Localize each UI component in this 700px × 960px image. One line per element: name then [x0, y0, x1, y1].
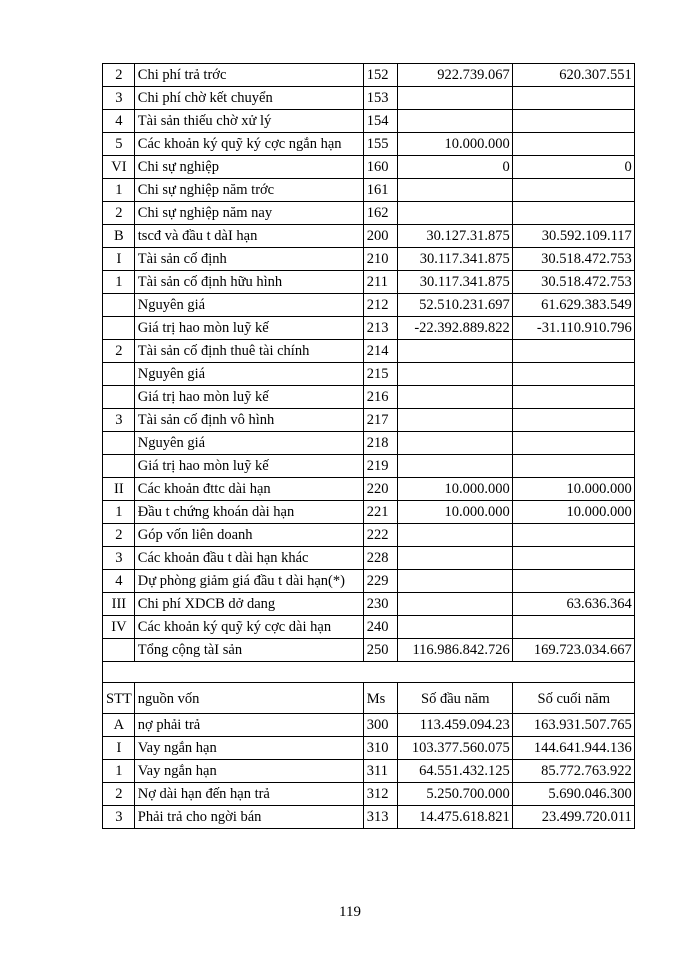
- cell-stt: [103, 317, 135, 340]
- cell-ms-code: 160: [363, 156, 397, 179]
- cell-beginning-balance: [397, 455, 512, 478]
- cell-item-name: Giá trị hao mòn luỹ kế: [134, 317, 363, 340]
- cell-ms-code: 161: [363, 179, 397, 202]
- cell-ending-balance: [512, 340, 634, 363]
- table-row: [103, 340, 635, 363]
- cell-stt: 2: [103, 783, 135, 806]
- cell-stt: 2: [103, 64, 135, 87]
- cell-item-name: Tài sản cố định thuê tài chính: [134, 340, 363, 363]
- cell-stt: 2: [103, 524, 135, 547]
- cell-item-name: Vay ngắn hạn: [134, 760, 363, 783]
- cell-beginning-balance: 14.475.618.821: [397, 806, 512, 829]
- cell-stt: [103, 294, 135, 317]
- cell-beginning-balance: 30.117.341.875: [397, 248, 512, 271]
- cell-item-name: nợ phải trả: [134, 714, 363, 737]
- cell-ms-code: 229: [363, 570, 397, 593]
- cell-beginning-balance: 30.127.31.875: [397, 225, 512, 248]
- cell-stt: 5: [103, 133, 135, 156]
- cell-beginning-balance: [397, 340, 512, 363]
- cell-ending-balance: [512, 616, 634, 639]
- table-row: [103, 248, 635, 271]
- cell-ending-balance: [512, 87, 634, 110]
- cell-item-name: nguồn vốn: [134, 683, 363, 714]
- cell-ms-code: 217: [363, 409, 397, 432]
- cell-ms-code: 216: [363, 386, 397, 409]
- cell-item-name: Chi phí XDCB dở dang: [134, 593, 363, 616]
- table-row: [103, 455, 635, 478]
- cell-item-name: Các khoản ký quỹ ký cợc dài hạn: [134, 616, 363, 639]
- cell-beginning-balance: [397, 593, 512, 616]
- cell-beginning-balance: 103.377.560.075: [397, 737, 512, 760]
- cell-ms-code: 220: [363, 478, 397, 501]
- cell-ms-code: 228: [363, 547, 397, 570]
- cell-item-name: Góp vốn liên doanh: [134, 524, 363, 547]
- cell-ms-code: 311: [363, 760, 397, 783]
- cell-stt: 1: [103, 179, 135, 202]
- cell-ms-code: 200: [363, 225, 397, 248]
- cell-ms-code: 313: [363, 806, 397, 829]
- cell-ms-code: 213: [363, 317, 397, 340]
- table-row: [103, 386, 635, 409]
- cell-beginning-balance: 113.459.094.23: [397, 714, 512, 737]
- cell-item-name: Chi sự nghiệp năm trớc: [134, 179, 363, 202]
- cell-ending-balance: [512, 524, 634, 547]
- table-row: [103, 64, 635, 87]
- cell-ms-code: 211: [363, 271, 397, 294]
- balance-sheet-body: [103, 64, 635, 829]
- cell-ending-balance: 169.723.034.667: [512, 639, 634, 662]
- cell-item-name: Phải trả cho ngời bán: [134, 806, 363, 829]
- cell-beginning-balance: 0: [397, 156, 512, 179]
- table-row: [103, 524, 635, 547]
- cell-beginning-balance: 30.117.341.875: [397, 271, 512, 294]
- cell-ms-code: 300: [363, 714, 397, 737]
- cell-item-name: Tài sản thiếu chờ xử lý: [134, 110, 363, 133]
- cell-ending-balance: [512, 110, 634, 133]
- cell-stt: [103, 363, 135, 386]
- table-row: [103, 760, 635, 783]
- table-row: [103, 179, 635, 202]
- cell-ms-code: Ms: [363, 683, 397, 714]
- cell-ending-balance: 620.307.551: [512, 64, 634, 87]
- cell-stt: 3: [103, 87, 135, 110]
- table-row: [103, 616, 635, 639]
- cell-ending-balance: 61.629.383.549: [512, 294, 634, 317]
- table-row: [103, 593, 635, 616]
- table-row: [103, 570, 635, 593]
- cell-beginning-balance: [397, 524, 512, 547]
- cell-beginning-balance: 10.000.000: [397, 501, 512, 524]
- cell-stt: I: [103, 248, 135, 271]
- cell-stt: 3: [103, 806, 135, 829]
- cell-item-name: Tài sản cố định hữu hình: [134, 271, 363, 294]
- cell-ms-code: 154: [363, 110, 397, 133]
- cell-ending-balance: 5.690.046.300: [512, 783, 634, 806]
- cell-item-name: tscđ và đầu t dàI hạn: [134, 225, 363, 248]
- cell-ending-balance: [512, 202, 634, 225]
- cell-beginning-balance: 52.510.231.697: [397, 294, 512, 317]
- cell-stt: [103, 432, 135, 455]
- cell-stt: VI: [103, 156, 135, 179]
- table-row: [103, 737, 635, 760]
- cell-ms-code: 219: [363, 455, 397, 478]
- cell-item-name: Chi sự nghiệp: [134, 156, 363, 179]
- cell-item-name: Vay ngắn hạn: [134, 737, 363, 760]
- cell-ending-balance: 30.518.472.753: [512, 271, 634, 294]
- table-row: [103, 501, 635, 524]
- cell-ms-code: 215: [363, 363, 397, 386]
- cell-ending-balance: [512, 386, 634, 409]
- cell-stt: 1: [103, 271, 135, 294]
- table-row: [103, 806, 635, 829]
- cell-item-name: Giá trị hao mòn luỹ kế: [134, 386, 363, 409]
- cell-beginning-balance: -22.392.889.822: [397, 317, 512, 340]
- cell-beginning-balance: 922.739.067: [397, 64, 512, 87]
- cell-item-name: Chi phí trả trớc: [134, 64, 363, 87]
- cell-stt: 4: [103, 570, 135, 593]
- table-row: [103, 294, 635, 317]
- cell-stt: 2: [103, 340, 135, 363]
- cell-beginning-balance: [397, 179, 512, 202]
- cell-beginning-balance: [397, 432, 512, 455]
- cell-ending-balance: [512, 432, 634, 455]
- cell-item-name: Tài sản cố định: [134, 248, 363, 271]
- table-header-row: [103, 683, 635, 714]
- cell-stt: [103, 386, 135, 409]
- cell-beginning-balance: 10.000.000: [397, 133, 512, 156]
- cell-beginning-balance: [397, 363, 512, 386]
- cell-ms-code: 153: [363, 87, 397, 110]
- balance-sheet-table: [102, 63, 635, 829]
- table-row: [103, 783, 635, 806]
- cell-ending-balance: 10.000.000: [512, 478, 634, 501]
- table-row: [103, 363, 635, 386]
- cell-ending-balance: [512, 570, 634, 593]
- cell-beginning-balance: [397, 547, 512, 570]
- table-row: [103, 87, 635, 110]
- cell-ending-balance: [512, 363, 634, 386]
- cell-beginning-balance: 5.250.700.000: [397, 783, 512, 806]
- cell-item-name: Giá trị hao mòn luỹ kế: [134, 455, 363, 478]
- cell-item-name: Chi sự nghiệp năm nay: [134, 202, 363, 225]
- cell-stt: III: [103, 593, 135, 616]
- cell-ms-code: 162: [363, 202, 397, 225]
- cell-ms-code: 221: [363, 501, 397, 524]
- cell-stt: B: [103, 225, 135, 248]
- page-number: 119: [339, 904, 361, 920]
- cell-item-name: Nợ dài hạn đến hạn trả: [134, 783, 363, 806]
- cell-beginning-balance: 10.000.000: [397, 478, 512, 501]
- cell-beginning-balance: [397, 570, 512, 593]
- cell-item-name: Dự phòng giảm giá đầu t dài hạn(*): [134, 570, 363, 593]
- table-row: [103, 317, 635, 340]
- cell-ending-balance: 30.518.472.753: [512, 248, 634, 271]
- cell-item-name: Các khoản đầu t dài hạn khác: [134, 547, 363, 570]
- table-row: [103, 432, 635, 455]
- cell-beginning-balance: 116.986.842.726: [397, 639, 512, 662]
- cell-beginning-balance: Số đầu năm: [397, 683, 512, 714]
- cell-ms-code: 222: [363, 524, 397, 547]
- cell-ms-code: 230: [363, 593, 397, 616]
- cell-item-name: Chi phí chờ kết chuyển: [134, 87, 363, 110]
- cell-ms-code: 218: [363, 432, 397, 455]
- cell-ending-balance: [512, 455, 634, 478]
- cell-stt: I: [103, 737, 135, 760]
- cell-ms-code: 250: [363, 639, 397, 662]
- table-row: [103, 110, 635, 133]
- table-row: [103, 409, 635, 432]
- cell-stt: IV: [103, 616, 135, 639]
- cell-beginning-balance: [397, 202, 512, 225]
- cell-item-name: Tài sản cố định vô hình: [134, 409, 363, 432]
- spacer-cell: [103, 662, 635, 683]
- cell-ms-code: 214: [363, 340, 397, 363]
- cell-item-name: Đầu t chứng khoán dài hạn: [134, 501, 363, 524]
- table-row: [103, 547, 635, 570]
- cell-ms-code: 240: [363, 616, 397, 639]
- cell-ending-balance: Số cuối năm: [512, 683, 634, 714]
- cell-stt: 3: [103, 409, 135, 432]
- cell-item-name: Tổng cộng tàI sản: [134, 639, 363, 662]
- table-row: [103, 225, 635, 248]
- cell-stt: [103, 455, 135, 478]
- cell-ending-balance: 0: [512, 156, 634, 179]
- table-row: [103, 156, 635, 179]
- cell-ending-balance: 30.592.109.117: [512, 225, 634, 248]
- spacer-row: [103, 662, 635, 683]
- cell-stt: STT: [103, 683, 135, 714]
- table-row: [103, 714, 635, 737]
- cell-ending-balance: 10.000.000: [512, 501, 634, 524]
- cell-item-name: Các khoản ký quỹ ký cợc ngắn hạn: [134, 133, 363, 156]
- cell-stt: 3: [103, 547, 135, 570]
- cell-item-name: Nguyên giá: [134, 363, 363, 386]
- table-row: [103, 133, 635, 156]
- cell-stt: II: [103, 478, 135, 501]
- cell-stt: A: [103, 714, 135, 737]
- cell-beginning-balance: [397, 616, 512, 639]
- cell-stt: 1: [103, 760, 135, 783]
- table-row: [103, 271, 635, 294]
- cell-ending-balance: [512, 179, 634, 202]
- cell-ms-code: 152: [363, 64, 397, 87]
- cell-beginning-balance: [397, 110, 512, 133]
- cell-stt: 4: [103, 110, 135, 133]
- cell-ending-balance: 85.772.763.922: [512, 760, 634, 783]
- cell-beginning-balance: [397, 386, 512, 409]
- cell-beginning-balance: 64.551.432.125: [397, 760, 512, 783]
- cell-ending-balance: -31.110.910.796: [512, 317, 634, 340]
- cell-ms-code: 312: [363, 783, 397, 806]
- cell-ms-code: 310: [363, 737, 397, 760]
- table-row: [103, 202, 635, 225]
- table-row: [103, 639, 635, 662]
- cell-ms-code: 210: [363, 248, 397, 271]
- cell-item-name: Các khoản đttc dài hạn: [134, 478, 363, 501]
- cell-beginning-balance: [397, 87, 512, 110]
- cell-ending-balance: 144.641.944.136: [512, 737, 634, 760]
- cell-beginning-balance: [397, 409, 512, 432]
- cell-item-name: Nguyên giá: [134, 432, 363, 455]
- cell-ending-balance: [512, 133, 634, 156]
- cell-stt: [103, 639, 135, 662]
- cell-stt: 1: [103, 501, 135, 524]
- cell-ms-code: 155: [363, 133, 397, 156]
- table-row: [103, 478, 635, 501]
- cell-item-name: Nguyên giá: [134, 294, 363, 317]
- cell-ms-code: 212: [363, 294, 397, 317]
- cell-stt: 2: [103, 202, 135, 225]
- cell-ending-balance: 23.499.720.011: [512, 806, 634, 829]
- cell-ending-balance: 63.636.364: [512, 593, 634, 616]
- cell-ending-balance: [512, 547, 634, 570]
- cell-ending-balance: 163.931.507.765: [512, 714, 634, 737]
- cell-ending-balance: [512, 409, 634, 432]
